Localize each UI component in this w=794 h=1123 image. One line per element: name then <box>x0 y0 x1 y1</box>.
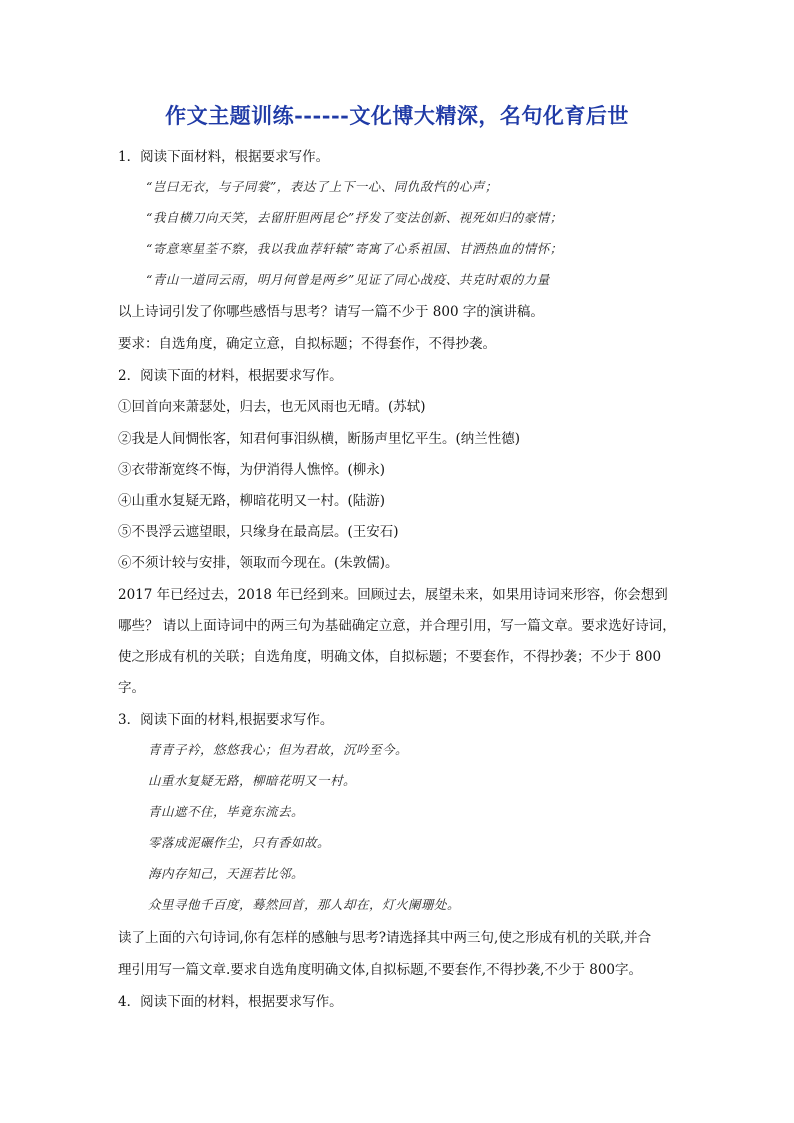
quote-line: “岂曰无衣，与子同裳”，表达了上下一心、同仇敌忾的心声； <box>146 179 498 194</box>
question-2-paragraph: 哪些？ 请以上面诗词中的两三句为基础确定立意，并合理引用，写一篇文章。要求选好诗词， <box>118 618 676 634</box>
question-4-prompt: 4．阅读下面的材料，根据要求写作。 <box>118 994 343 1010</box>
quote-line: “寄意寒星荃不察，我以我血荐轩辕”寄寓了心系祖国、甘洒热血的情怀； <box>146 241 563 256</box>
question-2-paragraph: 使之形成有机的关联；自选角度，明确文体，自拟标题；不要套作，不得抄袭；不少于 800 <box>118 649 662 665</box>
poem-item: ⑥不须计较与安排，领取而今现在。(朱敦儒)。 <box>118 555 399 571</box>
question-1-prompt: 1．阅读下面材料，根据要求写作。 <box>118 149 330 165</box>
poem-item: ⑤不畏浮云遮望眼，只缘身在最高层。(王安石) <box>118 524 399 540</box>
poem-item: ②我是人间惆怅客，知君何事泪纵横，断肠声里忆平生。(纳兰性德) <box>118 431 521 447</box>
poem-item: ③衣带渐宽终不悔，为伊消得人憔悴。(柳永) <box>118 462 386 478</box>
question-2-paragraph: 字。 <box>118 680 145 696</box>
question-2-prompt: 2．阅读下面的材料，根据要求写作。 <box>118 368 343 384</box>
question-1-requirement: 要求：自选角度，确定立意，自拟标题；不得套作，不得抄袭。 <box>118 336 496 352</box>
poem-item: ①回首向来萧瑟处，归去，也无风雨也无晴。(苏轼) <box>118 399 426 415</box>
question-3-paragraph: 读了上面的六句诗词,你有怎样的感触与思考?请选择其中两三句,使之形成有机的关联,并合 <box>118 930 652 946</box>
poem-line: 众里寻他千百度，蓦然回首，那人却在，灯火阑珊处。 <box>148 897 461 912</box>
quote-line: “青山一道同云雨，明月何曾是两乡”见证了同心战疫、共克时艰的力量 <box>146 272 550 287</box>
quote-line: “我自横刀向天笑，去留肝胆两昆仑”抒发了变法创新、视死如归的豪情； <box>146 210 563 225</box>
poem-line: 青山遮不住，毕竟东流去。 <box>148 804 305 819</box>
question-3-paragraph: 理引用写一篇文章.要求自选角度明确文体,自拟标题,不要套作,不得抄袭,不少于 800字。 <box>118 962 643 978</box>
question-3-prompt: 3．阅读下面的材料,根据要求写作。 <box>118 712 334 728</box>
poem-line: 青青子衿，悠悠我心；但为君故，沉吟至今。 <box>148 742 409 757</box>
poem-line: 海内存知己，天涯若比邻。 <box>148 866 305 881</box>
question-1-task: 以上诗词引发了你哪些感悟与思考？请写一篇不少于 800 字的演讲稿。 <box>118 304 544 320</box>
poem-item: ④山重水复疑无路，柳暗花明又一村。(陆游) <box>118 493 386 509</box>
question-2-paragraph: 2017 年已经过去，2018 年已经到来。回顾过去，展望未来，如果用诗词来形容，你会想到 <box>118 587 668 603</box>
poem-line: 山重水复疑无路，柳暗花明又一村。 <box>148 773 357 788</box>
page-title: 作文主题训练------文化博大精深，名句化育后世 <box>165 103 629 128</box>
poem-line: 零落成泥碾作尘，只有香如故。 <box>148 835 331 850</box>
